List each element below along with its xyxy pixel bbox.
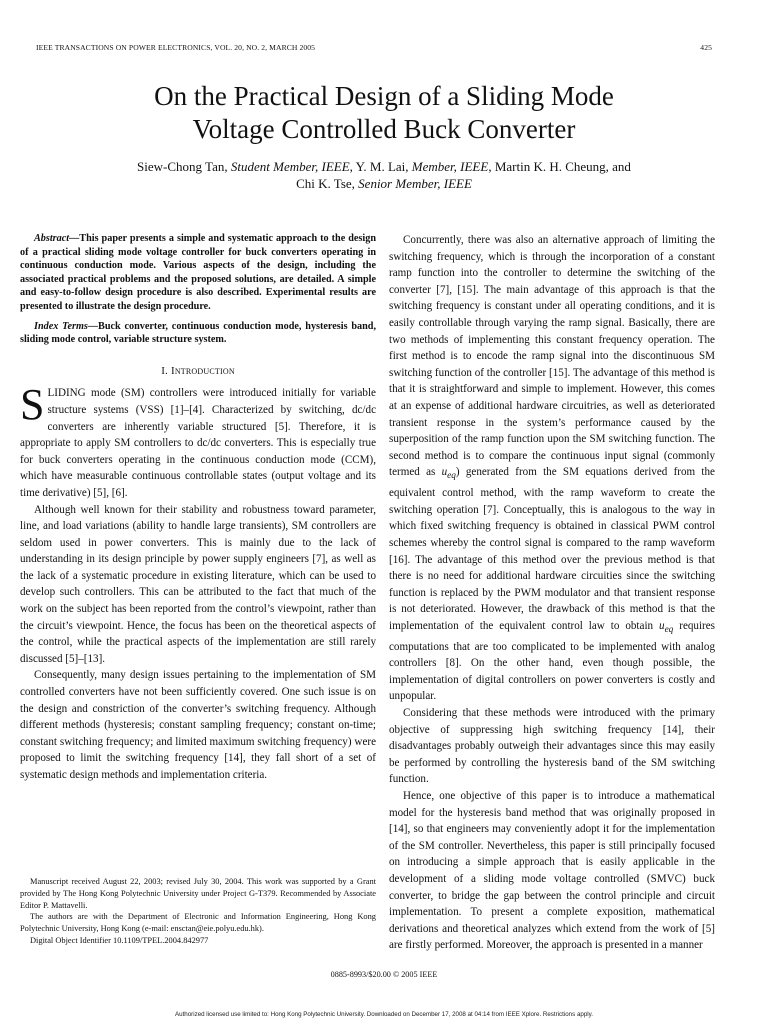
right-paragraph-2: Considering that these methods were introduced with the primary objective of suppressing high switching frequency [14], their disadvantages probably outweigh their advantages since this may easily be performed by controlling the hysteresis band of the SM switching function. [389,707,715,786]
section-number: I. [161,364,169,377]
title-line-1: On the Practical Design of a Sliding Mode [154,81,614,111]
abstract-label: Abstract— [34,233,80,244]
author-2: , Y. M. Lai, [349,159,409,174]
index-terms-text: Buck converter, continuous conduction mode, hysteresis band, sliding mode control, variable structure system. [20,320,376,346]
index-terms [20,320,376,347]
u-eq-symbol-2: $u_{eq}$ [659,619,674,636]
intro-paragraph-1: SLIDING mode (SM) controllers were introduced initially for variable structure systems (VSS) [1]–[4]. Characterized by switching, dc/dc converters are inherently variable structured [5]. Therefore, it is appropriate to apply SM controllers to dc/dc converters. This is especially true for buck converters operating in the continuous conduction mode (CCM), which have measurable continuous controllable states (output voltage and its time derivative) [5], [6]. [20,380,376,499]
abstract-text: This paper presents a simple and systematic approach to the design of a practical sliding mode voltage controller for buck converters operating in continuous conduction mode. Various aspects of the design, including the associated practical problems and the proposed solutions, are detailed. A simple and easy-to-follow design procedure is also described. Experimental results are presented to illustrate the design procedure. [20,233,376,312]
author-4-role: Senior Member, IEEE [358,176,472,191]
intro-paragraph-2: Although well known for their stability and robustness toward parameter, line, and load variations (ability to handle large transients), SM controllers are seldom used in power converters. This is mainly due to the lack of understanding in its design principle by power supply engineers [7], as well as the lack of a systematic procedure in existing literature, which can be used to develop such controllers. This can be attributed to the fact that much of the work on the subject has been reported from the control’s viewpoint, rather than the circuit’s viewpoint. Hence, the focus has been on the theoretical aspects of the control, while the practical aspects of the implementation are still rarely discussed [5]–[13]. [20,503,376,665]
author-line-1 [60,158,708,175]
author-1-role: Student Member, IEEE [230,159,350,174]
authorized-use-notice: Authorized licensed use limited to: Hong Kong Polytechnic University. Downloaded on December 17, 2008 at 04:14 from IEEE Xplore. Restrictions apply. [175,1011,593,1018]
footnotes [20,876,376,947]
drop-cap: S [20,380,45,430]
section-title: Introduction [170,364,235,377]
intro-paragraph-3: Consequently, many design issues pertaining to the implementation of SM controlled converters have not been sufficiently covered. One such issue is on the design and constriction of the converter’s switching frequency. Although different methods (hysteresis; constant sampling frequency; constant on-time; constant switching frequency; and limited maximum switching frequency) were proposed to limit the switching frequency [14], they fall short of a set of systematic design methods and implementation criteria. [20,669,376,781]
index-terms-label: Index Terms— [34,320,99,332]
running-header [36,43,712,57]
right-paragraph-3: Hence, one objective of this paper is to introduce a mathematical model for the hysteresis band method that was originally proposed in [14], so that engineers may conveniently adopt it for the implementation of the SM controller. Nevertheless, this paper is still principally focused on introducing a simple approach that is easily applicable in the development of a sliding mode voltage controlled (SMVC) buck converter, to bridge the gap between the control principle and circuit implementation. To present a complete exposition, mathematical derivations and theoretical analyzes which extend from the work of [5] are firstly performed. Moreover, the approach is presented in a manner [389,790,715,952]
footnote-manuscript: Manuscript received August 22, 2003; revised July 30, 2004. This work was supported by a Grant provided by The Hong Kong Polytechnic University under Project G-T379. Recommended by Associate Editor P. Mattavelli. [20,877,376,910]
left-column [20,232,376,784]
u-eq-symbol: $u_{eq}$ [441,466,456,482]
author-2-role: Member, IEEE [411,159,489,174]
copyright-line: 0885-8993/$20.00 © 2005 IEEE [330,970,438,979]
abstract [20,232,376,314]
right-paragraph-1: Concurrently, there was also an alternative approach of limiting the switching frequency, which is through the incorporation of a constant ramp function into the controller to determine the switching of the converter [7], [15]. The main advantage of this approach is that the switching frequency is constant under all operating conditions, and it is easily controllable through varying the ramp signal. Basically, there are two methods of implementing this constant frequency operation. The first method is to encode the ramp signal into the discontinuous SM switching function of the controller [15]. The advantage of this method is that it is straightforward and simple to implement. However, this comes at an expense of additional hardware circuitries, as well as deteriorated transient response in the system’s performance caused by the superposition of the ramp function upon the SM switching function. The second method is to compare the continuous input signal (commonly termed as $u_{eq}$) generated from the SM equations derived from the equivalent control method, with the ramp waveform to create the switching operation [7]. Conceptually, this is analogous to the way in which fixed switching frequency is obtained in classical PWM control schemes whereby the control signal is compared to the ramp waveform [16]. The advantage of this method over the previous method is that there is no need for additional hardware circuities since the switching function is replaced by the PWM modulator and that transient response is not deteriorated. However, the drawback of this method is that the implementation of the equivalent control law to obtain $u_{eq}$ requires computations that are too complicated to be implemented with analog controllers [8]. On the other hand, even though possible, the implementation of digital controllers on power converters is costly and unpopular. [389,234,715,703]
author-1: Siew-Chong Tan, [137,159,228,174]
paper-title [60,80,708,146]
footnote-affiliation: The authors are with the Department of Electronic and Information Engineering, Hong Kong Polytechnic University, Hong Kong (e-mail: ensctan@eie.polyu.edu.hk). [20,912,376,934]
page-number: 425 [700,43,712,52]
footnote-doi: Digital Object Identifier 10.1109/TPEL.2004.842977 [30,935,209,945]
title-line-2: Voltage Controlled Buck Converter [192,114,576,144]
author-4: Chi K. Tse, [296,176,355,191]
author-3: , Martin K. H. Cheung, and [488,159,631,174]
author-list [60,158,708,192]
journal-line: IEEE TRANSACTIONS ON POWER ELECTRONICS, VOL. 20, NO. 2, MARCH 2005 [36,43,316,52]
section-heading [20,363,376,380]
right-column [389,232,715,954]
author-line-2 [60,175,708,192]
